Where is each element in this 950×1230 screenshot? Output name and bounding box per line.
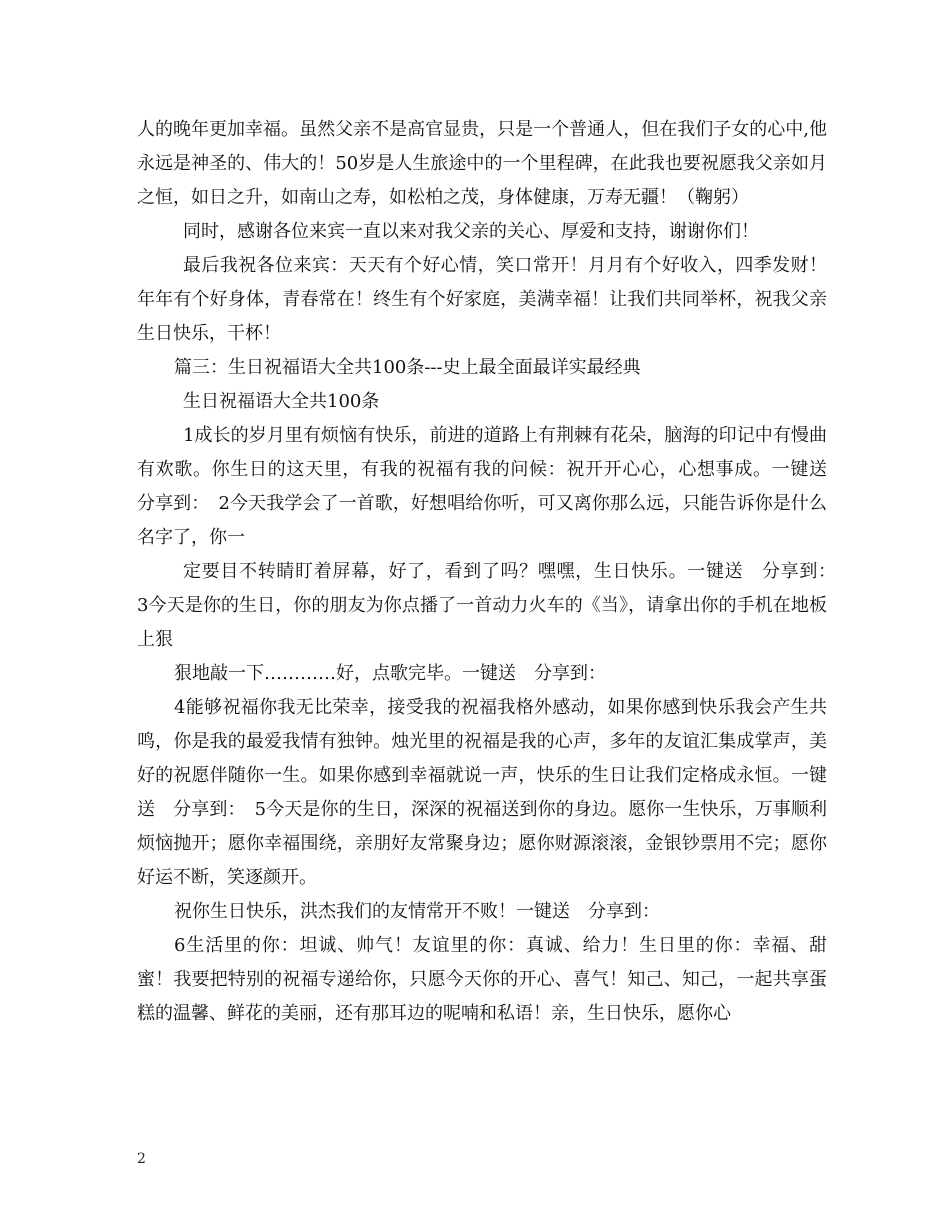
document-body <box>137 113 845 1031</box>
paragraph-wish-3-end: 狠地敲一下…………好，点歌完毕。一键送 分享到： <box>174 663 606 684</box>
paragraph-wish-1-2: 1成长的岁月里有烦恼有快乐，前进的道路上有荆棘有花朵，脑海的印记中有慢曲有欢歌。你生日的这天里，有我的祝福有我的问候：祝开开心心，心想事成。一键送 分享到： 2今天我学会了一首歌，好想唱给你听，可又离你那么远，只能告诉你是什么名字了，你一 <box>137 425 845 548</box>
paragraph-wish-4-5: 4能够祝福你我无比荣幸，接受我的祝福我格外感动，如果你感到快乐我会产生共鸣，你是我的最爱我情有独钟。烛光里的祝福是我的心声，多年的友谊汇集成掌声，美好的祝愿伴随你一生。如果你感到幸福就说一声，快乐的生日让我们定格成永恒。一键送 分享到： 5今天是你的生日，深深的祝福送到你的身边。愿你一生快乐，万事顺利烦恼抛开；愿你幸福围绕，亲朋好友常聚身边；愿你财源滚滚，金银钞票用不完；愿你好运不断，笑逐颜开。 <box>137 697 827 888</box>
subheading: 生日祝福语大全共100条 <box>183 391 380 412</box>
paragraph-father-blessing: 人的晚年更加幸福。虽然父亲不是高官显贵，只是一个普通人，但在我们子女的心中,他永远是神圣的、伟大的！50岁是人生旅途中的一个里程碑，在此我也要祝愿我父亲如月之恒，如日之升，如南山之寿，如松柏之茂，身体健康，万寿无疆！（鞠躬） <box>137 119 827 208</box>
paragraph-wish-5-end: 祝你生日快乐，洪杰我们的友情常开不败！一键送 分享到： <box>174 901 660 922</box>
paragraph-thanks-guests: 同时，感谢各位来宾一直以来对我父亲的关心、厚爱和支持，谢谢你们！ <box>183 221 759 242</box>
paragraph-toast: 最后我祝各位来宾：天天有个好心情，笑口常开！月月有个好收入，四季发财！年年有个好身体，青春常在！终生有个好家庭，美满幸福！让我们共同举杯，祝我父亲生日快乐，干杯！ <box>137 255 827 344</box>
page-number: 2 <box>137 1151 146 1167</box>
section-heading: 篇三：生日祝福语大全共100条---史上最全面最详实最经典 <box>174 357 641 378</box>
paragraph-wish-6: 6生活里的你：坦诚、帅气！友谊里的你：真诚、给力！生日里的你：幸福、甜蜜！我要把特别的祝福专递给你，只愿今天你的开心、喜气！知己、知己，一起共享蛋糕的温馨、鲜花的美丽，还有那耳边的呢喃和私语！亲，生日快乐，愿你心 <box>137 935 827 1024</box>
paragraph-wish-2-3: 定要目不转睛盯着屏幕，好了，看到了吗？嘿嘿，生日快乐。一键送 分享到： 3今天是你的生日，你的朋友为你点播了一首动力火车的《当》，请拿出你的手机在地板上狠 <box>137 561 845 650</box>
